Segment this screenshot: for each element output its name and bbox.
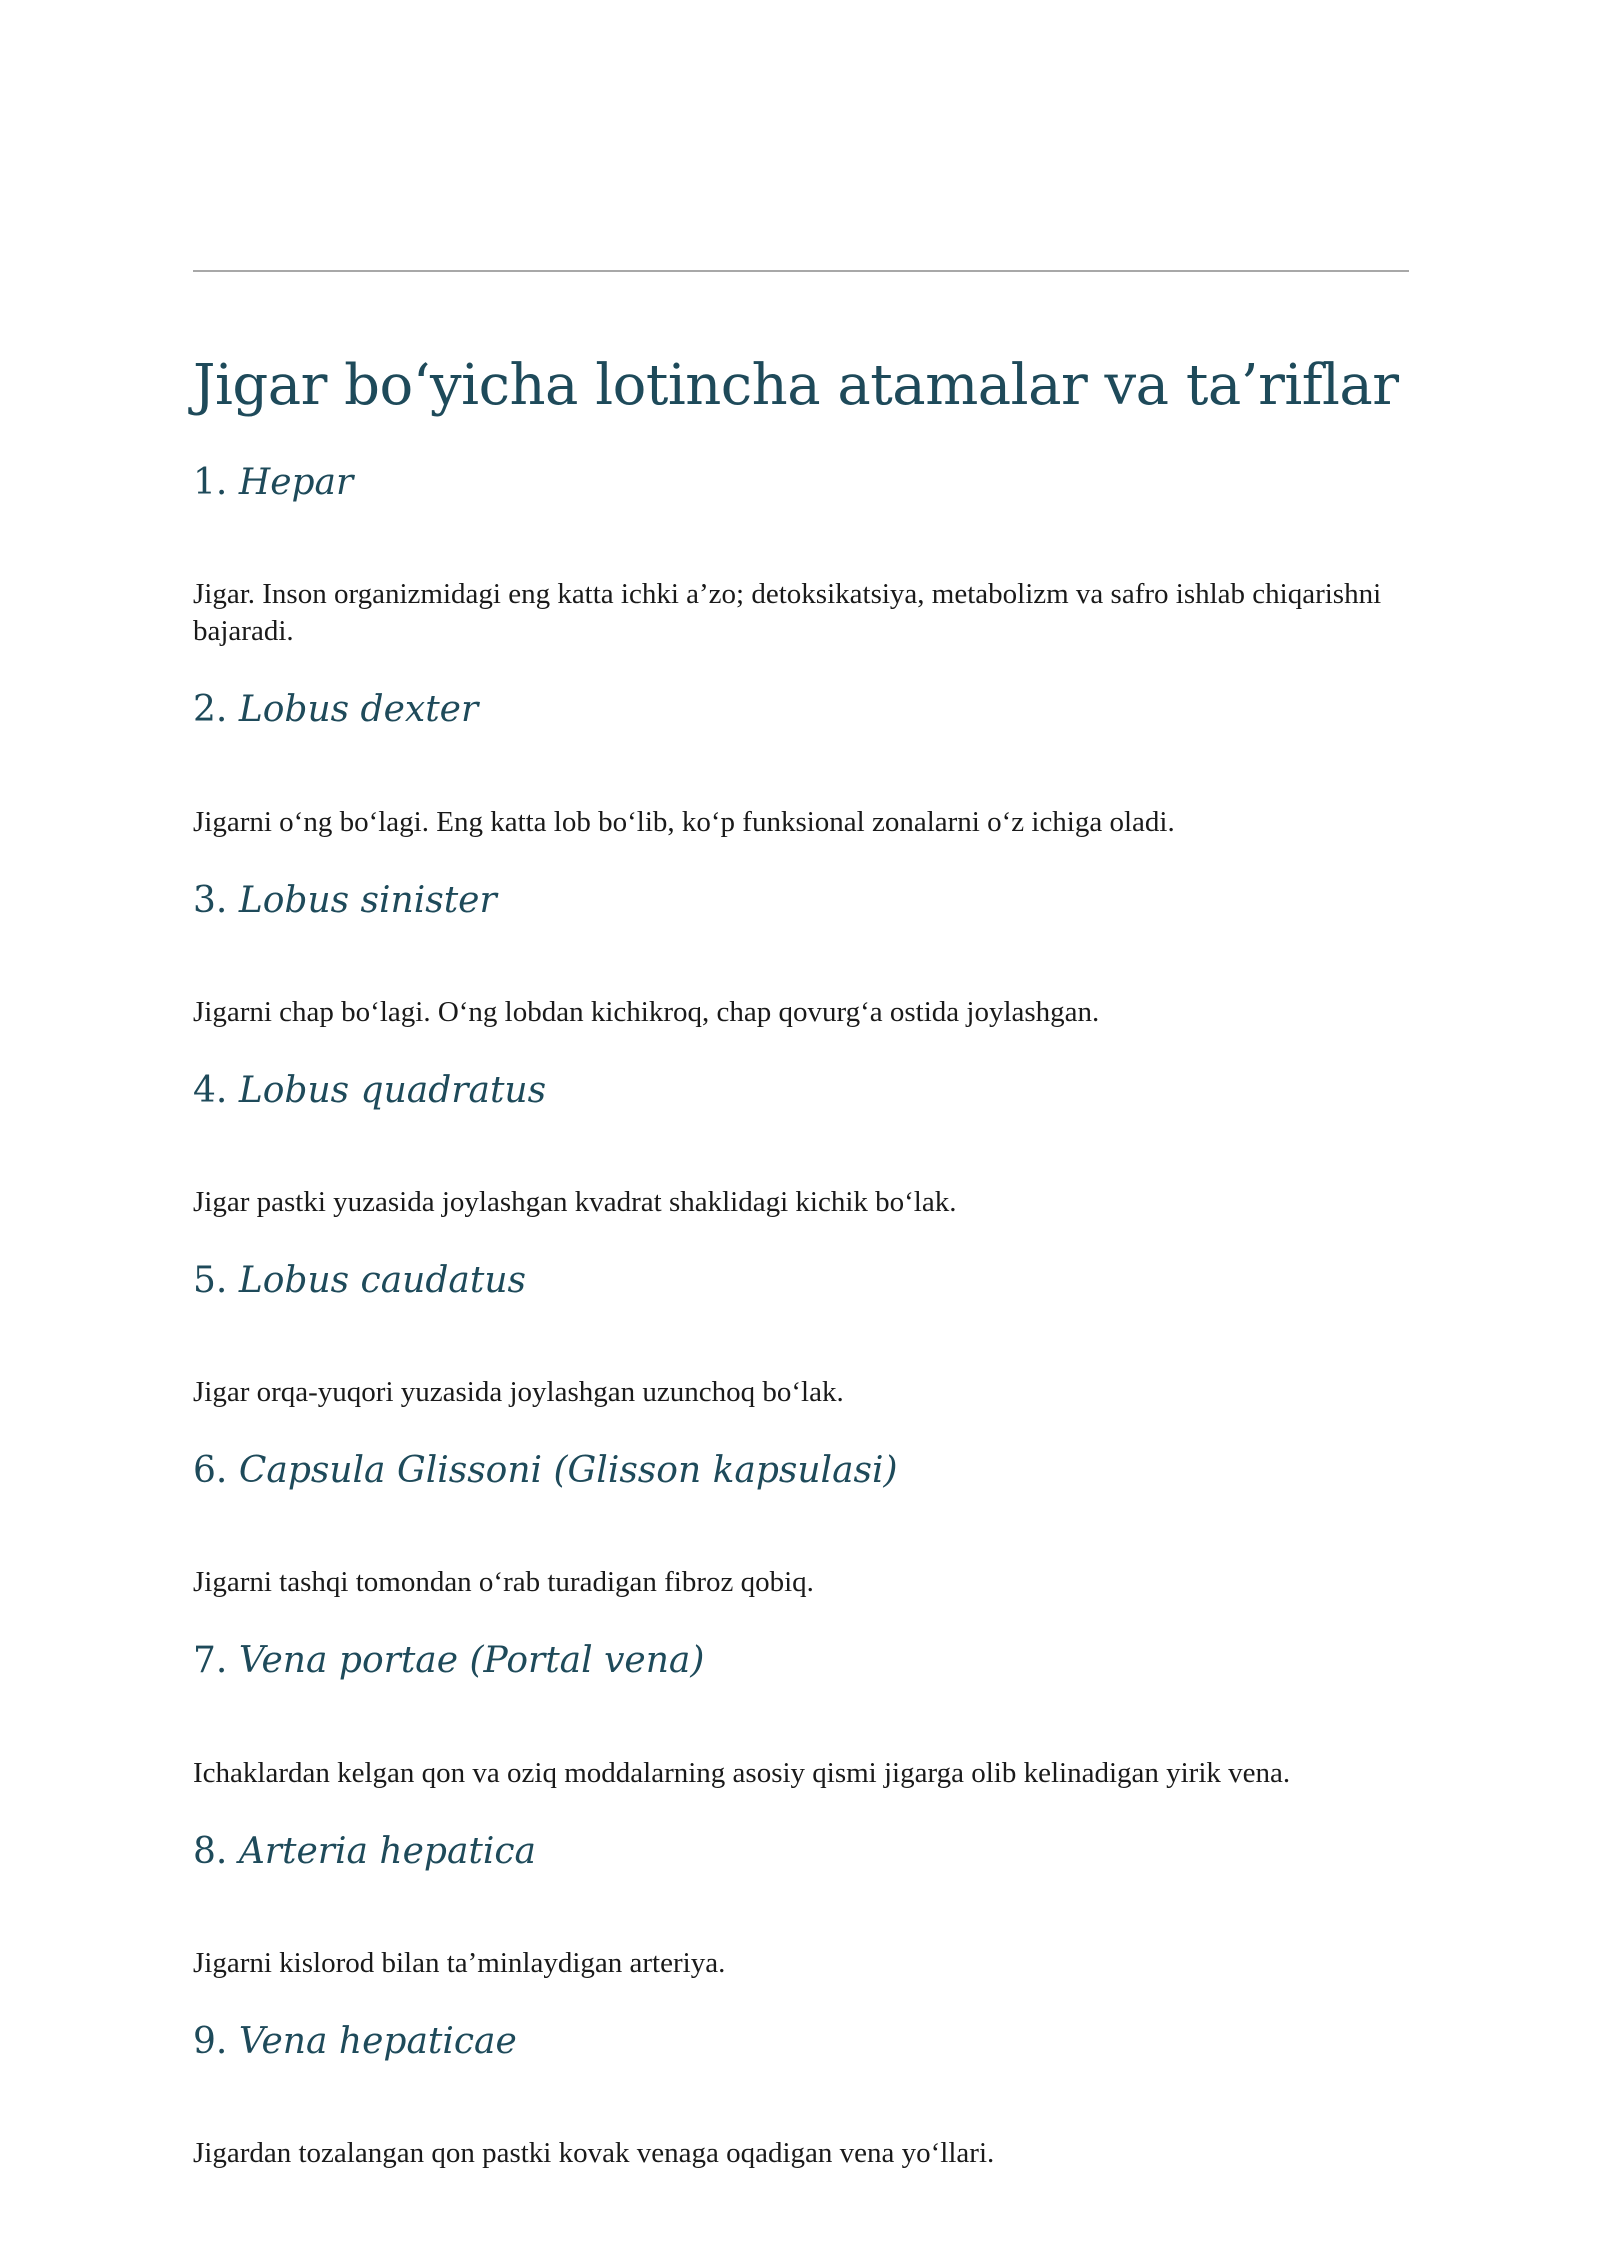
entry-number: 2. — [193, 689, 228, 731]
entry-heading — [193, 688, 1409, 731]
entry-definition: Jigarni tashqi tomondan o‘rab turadigan fibroz qobiq. — [193, 1566, 814, 1599]
entry-number: 8. — [193, 1830, 228, 1872]
entry-term: Lobus caudatus — [238, 1259, 526, 1301]
entry-heading — [193, 2020, 1409, 2063]
entry-definition: Jigar orqa-yuqori yuzasida joylashgan uzunchoq bo‘lak. — [193, 1376, 844, 1409]
entry-heading — [193, 1639, 1409, 1682]
entry-number: 4. — [193, 1069, 228, 1111]
entry-term: Capsula Glissoni (Glisson kapsulasi) — [238, 1450, 898, 1492]
entry-term: Arteria hepatica — [238, 1830, 537, 1872]
entry-term: Lobus dexter — [238, 689, 479, 731]
entry-heading — [193, 1259, 1409, 1302]
document-body — [193, 352, 1409, 2172]
entry-term: Lobus quadratus — [238, 1069, 547, 1111]
entry-definition: Jigar. Inson organizmidagi eng katta ichki a’zo; detoksikatsiya, metabolizm va safro ishlab chiqarishni bajaradi. — [193, 578, 1382, 648]
entry-heading — [193, 1449, 1409, 1492]
top-divider — [193, 270, 1409, 272]
entry-5 — [193, 1259, 1409, 1411]
entry-number: 3. — [193, 879, 228, 921]
entry-3 — [193, 879, 1409, 1031]
entry-6 — [193, 1449, 1409, 1601]
entry-9 — [193, 2020, 1409, 2172]
entry-number: 7. — [193, 1640, 228, 1682]
entry-definition: Jigar pastki yuzasida joylashgan kvadrat shaklidagi kichik bo‘lak. — [193, 1185, 957, 1218]
entry-number: 1. — [193, 462, 228, 504]
entry-heading — [193, 879, 1409, 922]
entry-4 — [193, 1069, 1409, 1221]
entry-1 — [193, 461, 1409, 650]
entry-number: 5. — [193, 1259, 228, 1301]
entry-2 — [193, 688, 1409, 840]
entry-definition: Jigarni o‘ng bo‘lagi. Eng katta lob bo‘lib, ko‘p funksional zonalarni o‘z ichiga oladi. — [193, 805, 1175, 838]
entry-number: 9. — [193, 2020, 228, 2062]
entry-term: Lobus sinister — [238, 879, 497, 921]
entry-term: Vena hepaticae — [238, 2020, 517, 2062]
entry-8 — [193, 1830, 1409, 1982]
entry-heading — [193, 461, 1409, 504]
entry-term: Hepar — [238, 462, 354, 504]
entry-heading — [193, 1830, 1409, 1873]
entry-definition: Jigarni chap bo‘lagi. O‘ng lobdan kichikroq, chap qovurg‘a ostida joylashgan. — [193, 995, 1100, 1028]
document-title: Jigar bo‘yicha lotincha atamalar va ta’riflar — [193, 353, 1399, 418]
entry-definition: Jigardan tozalangan qon pastki kovak venaga oqadigan vena yo‘llari. — [193, 2136, 995, 2169]
entry-number: 6. — [193, 1450, 228, 1492]
entry-term: Vena portae (Portal vena) — [238, 1640, 705, 1682]
entry-heading — [193, 1069, 1409, 1112]
entry-7 — [193, 1639, 1409, 1791]
entry-definition: Jigarni kislorod bilan ta’minlaydigan arteriya. — [193, 1946, 726, 1979]
entry-definition: Ichaklardan kelgan qon va oziq moddalarning asosiy qismi jigarga olib kelinadigan yirik vena. — [193, 1756, 1291, 1789]
